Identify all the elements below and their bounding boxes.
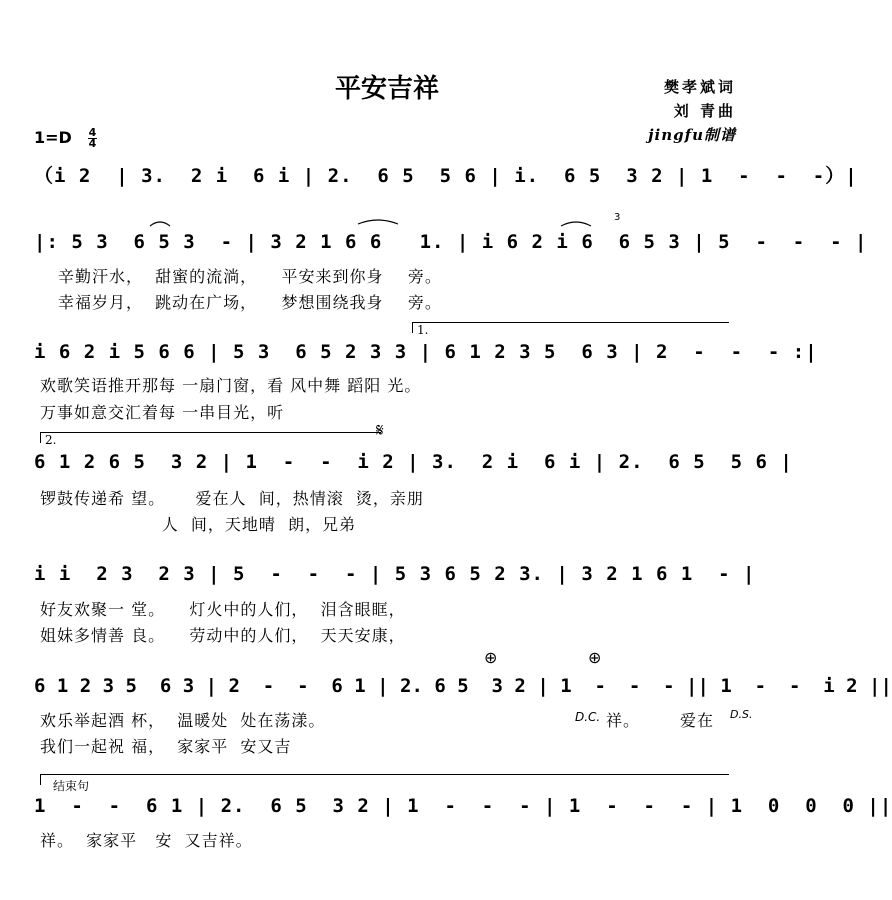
composer-credit: 刘 青曲 [673, 102, 736, 120]
lyric-verse-1: 祥。 家家平 安 又吉祥。 [40, 831, 253, 850]
notes-row: |: 5 3 6 5 3 - | 3 2 1 6 6 1. | i 6 2 i 6 6 5 3 | 5 - - - | [34, 231, 868, 253]
time-signature [88, 128, 97, 149]
time-bottom: 4 [88, 137, 97, 150]
volta-bracket-1 [412, 322, 729, 337]
lyric-verse-1: 锣鼓传递希 望。 爱在人 间，热情滚 烫，亲朋 [40, 489, 424, 508]
triplet-mark: 3 [614, 212, 621, 223]
slur-layer [34, 228, 734, 258]
lyric-verse-2: 人 间，天地晴 朗，兄弟 [40, 515, 357, 534]
time-top: 4 [88, 126, 97, 139]
staff-row-6 [34, 792, 892, 822]
notes-row: 6 1 2 6 5 3 2 | 1 - - i 2 | 3. 2 i 6 i | 2. 6 5 5 6 | [34, 451, 793, 473]
notes-row: 1 - - 6 1 | 2. 6 5 3 2 | 1 - - - | 1 - - - | 1 0 0 0 || [34, 795, 892, 817]
staff-row-2 [34, 338, 818, 368]
staff-row-5 [34, 672, 892, 702]
volta-label: 1. [417, 323, 429, 337]
lyric-verse-1: 辛勤汗水， 甜蜜的流淌， 平安来到你身 旁。 [58, 267, 442, 286]
notes-row: i i 2 3 2 3 | 5 - - - | 5 3 6 5 2 3. | 3 2 1 6 1 - | [34, 563, 756, 585]
staff-row-intro [34, 158, 858, 188]
coda-sign: ⊕ [588, 648, 602, 667]
key-signature: 1=D [34, 128, 72, 147]
page-title: 平安吉祥 [334, 74, 439, 104]
slur [150, 222, 170, 226]
staff-row-1 [34, 212, 868, 258]
ending-bracket [40, 774, 729, 793]
slur [561, 222, 591, 226]
lyric-verse-2: 我们一起祝 福， 家家平 安又吉 [40, 737, 292, 756]
lyric-verse-2: 万事如意交汇着每 一串目光，听 [40, 403, 285, 422]
lyric-verse-2: 幸福岁月， 跳动在广场， 梦想围绕我身 旁。 [58, 293, 442, 312]
segno-sign: 𝄋 [376, 420, 384, 441]
staff-row-3 [34, 448, 793, 478]
arranger-credit: jingfu制谱 [648, 126, 736, 144]
lyric-verse-2: 姐妹多情善 良。 劳动中的人们， 天天安康， [40, 626, 406, 645]
lyricist-credit: 樊孝斌词 [663, 78, 736, 96]
volta-bracket-2 [40, 432, 381, 447]
notes-row: （i 2 | 3. 2 i 6 i | 2. 6 5 5 6 | i. 6 5 3 2 | 1 - - -）| [34, 165, 858, 187]
ending-label: 结束句 [53, 779, 90, 793]
coda-sign: ⊕ [484, 648, 498, 667]
dc-marking: D.C. [575, 710, 601, 724]
notes-row: 6 1 2 3 5 6 3 | 2 - - 6 1 | 2. 6 5 3 2 | 1 - - - || 1 - - i 2 || [34, 675, 892, 697]
dc-lyric: 祥。 [606, 711, 641, 730]
lyric-verse-1: 欢歌笑语推开那每 一扇门窗，看 风中舞 蹈阳 光。 [40, 376, 422, 395]
slur [358, 220, 398, 224]
lyric-verse-1: 欢乐举起酒 杯， 温暖处 处在荡漾。 [40, 711, 326, 730]
notes-row: i 6 2 i 5 6 6 | 5 3 6 5 2 3 3 | 6 1 2 3 5 6 3 | 2 - - - :| [34, 341, 818, 363]
lyric-verse-1: 好友欢聚一 堂。 灯火中的人们， 泪含眼眶， [40, 600, 406, 619]
staff-row-4 [34, 560, 756, 590]
ds-marking: D.S. [730, 708, 753, 721]
volta-label: 2. [45, 433, 57, 447]
ds-lyric: 爱在 [680, 711, 715, 730]
